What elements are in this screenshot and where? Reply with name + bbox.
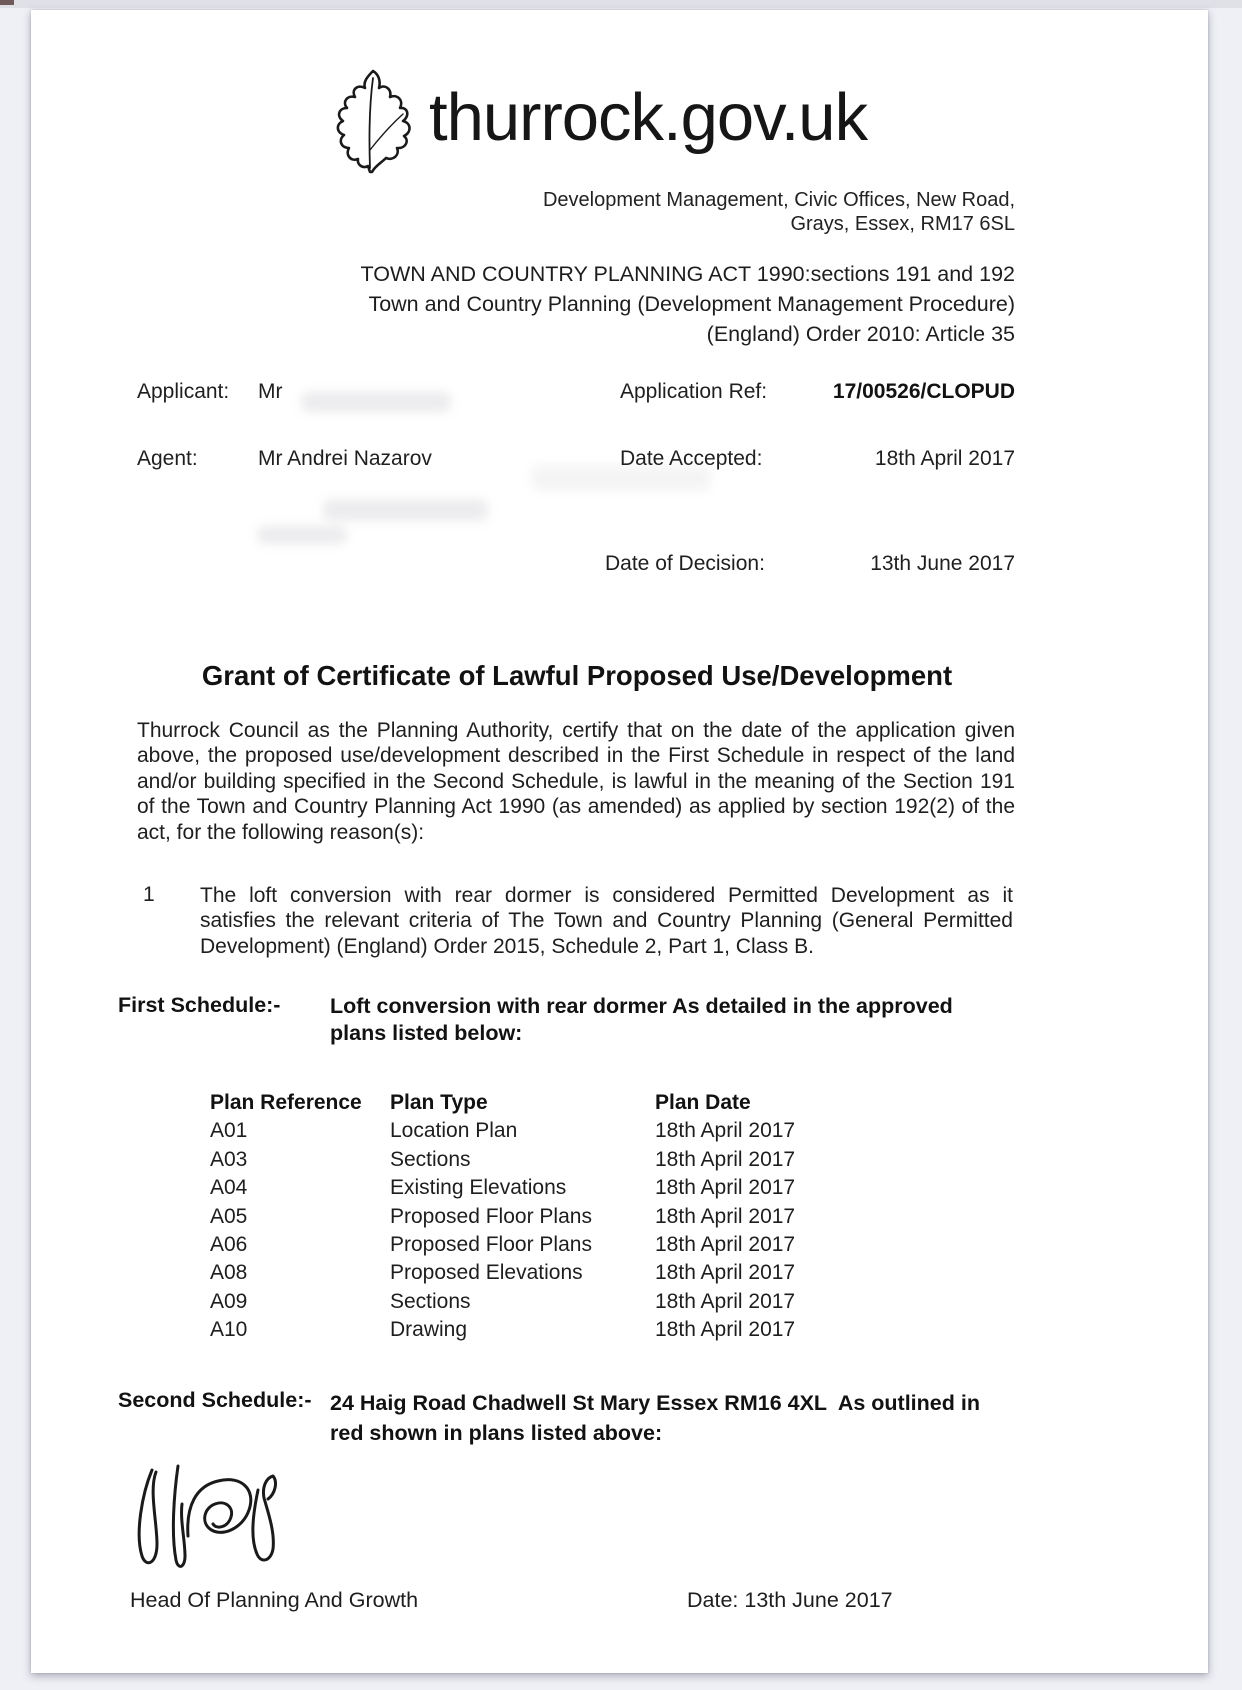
decision-date-footer: Date: 13th June 2017 (687, 1588, 893, 1612)
act-line-3: (England) Order 2010: Article 35 (706, 322, 1015, 346)
plan-date: 18th April 2017 (655, 1233, 796, 1257)
date-accepted-value: 18th April 2017 (874, 447, 1015, 470)
table-row (210, 1259, 855, 1287)
plan-date: 18th April 2017 (655, 1204, 796, 1228)
oak-leaf-icon (323, 68, 423, 179)
reason-number: 1 (143, 883, 155, 906)
plan-date: 18th April 2017 (655, 1176, 796, 1200)
plan-ref: A08 (210, 1261, 248, 1285)
plan-ref: A01 (210, 1119, 248, 1143)
act-line-1: TOWN AND COUNTRY PLANNING ACT 1990:sections 191 and 192 (360, 262, 1015, 286)
first-schedule-label: First Schedule:- (118, 993, 281, 1017)
act-line-2: Town and Country Planning (Development Management Procedure) (368, 292, 1015, 316)
table-row (210, 1146, 855, 1174)
plan-date: 18th April 2017 (655, 1318, 796, 1342)
plan-table (210, 1089, 855, 1345)
plan-type: Drawing (390, 1318, 468, 1342)
plan-ref: A09 (210, 1289, 248, 1313)
certificate-title: Grant of Certificate of Lawful Proposed Use/Development (201, 660, 953, 691)
handwritten-signature (130, 1462, 330, 1589)
signatory-title: Head Of Planning And Growth (130, 1588, 419, 1612)
table-row (210, 1231, 855, 1259)
redacted-smudge (531, 465, 711, 491)
redacted-smudge (323, 499, 488, 521)
address-line-2: Grays, Essex, RM17 6SL (790, 213, 1015, 235)
agent-label: Agent: (137, 447, 198, 470)
second-schedule-description: 24 Haig Road Chadwell St Mary Essex RM16 4XL As outlined in red shown in plans listed above: (330, 1391, 986, 1445)
plan-reference-header: Plan Reference (210, 1091, 362, 1114)
plan-date: 18th April 2017 (655, 1147, 796, 1171)
background-top-strip (0, 0, 1242, 8)
date-of-decision-value: 13th June 2017 (870, 552, 1015, 575)
address-line-1: Development Management, Civic Offices, New Road, (542, 189, 1015, 211)
agent-value: Mr Andrei Nazarov (258, 447, 432, 470)
plan-ref: A04 (210, 1176, 248, 1200)
table-row (210, 1203, 855, 1231)
second-schedule-label: Second Schedule:- (118, 1388, 312, 1412)
plan-type-header: Plan Type (390, 1091, 488, 1114)
act-reference (315, 259, 1015, 349)
document-page (31, 10, 1208, 1673)
plan-type: Sections (390, 1289, 471, 1313)
plan-ref: A10 (210, 1318, 248, 1342)
application-ref-label: Application Ref: (620, 380, 768, 403)
plan-date-header: Plan Date (655, 1091, 751, 1114)
plan-type: Existing Elevations (390, 1176, 567, 1200)
first-schedule-description: Loft conversion with rear dormer As detailed in the approved plans listed below: (330, 994, 959, 1045)
redacted-smudge (257, 526, 347, 544)
table-row (210, 1288, 855, 1316)
brand-wordmark: thurrock.gov.uk (429, 80, 868, 155)
scan-artifact-speck (0, 0, 14, 5)
plan-ref: A03 (210, 1147, 248, 1171)
applicant-label: Applicant: (137, 380, 230, 403)
certificate-body: Thurrock Council as the Planning Authority, certify that on the date of the application given above, the proposed use/development described in the First Schedule in respect of the land and/or building specified in the Second Schedule, is lawful in the meaning of the Section 191 of the Town and Country Planning Act 1990 (as amended) as applied by section 192(2) of the act, for the following reason(s): (137, 719, 1015, 844)
plan-date: 18th April 2017 (655, 1289, 796, 1313)
date-accepted-label: Date Accepted: (620, 447, 763, 470)
applicant-value: Mr (258, 380, 283, 403)
table-row (210, 1316, 855, 1344)
plan-type: Proposed Floor Plans (390, 1204, 592, 1228)
table-row (210, 1174, 855, 1202)
reason-text: The loft conversion with rear dormer is considered Permitted Development as it satisfies the relevant criteria of The Town and Country Planning (General Permitted Development) (England) Order 2015, Schedule 2, Part 1, Class B. (200, 884, 1013, 958)
date-of-decision-label: Date of Decision: (605, 552, 765, 575)
plan-type: Location Plan (390, 1119, 518, 1143)
plan-date: 18th April 2017 (655, 1119, 796, 1143)
plan-type: Proposed Elevations (390, 1261, 583, 1285)
plan-type: Sections (390, 1147, 471, 1171)
plan-type: Proposed Floor Plans (390, 1233, 592, 1257)
plan-date: 18th April 2017 (655, 1261, 796, 1285)
plan-ref: A05 (210, 1204, 248, 1228)
table-row (210, 1117, 855, 1145)
plan-ref: A06 (210, 1233, 248, 1257)
application-ref-value: 17/00526/CLOPUD (832, 380, 1015, 403)
plan-table-header (210, 1089, 855, 1117)
redacted-smudge (301, 392, 451, 412)
department-address (515, 188, 1015, 236)
